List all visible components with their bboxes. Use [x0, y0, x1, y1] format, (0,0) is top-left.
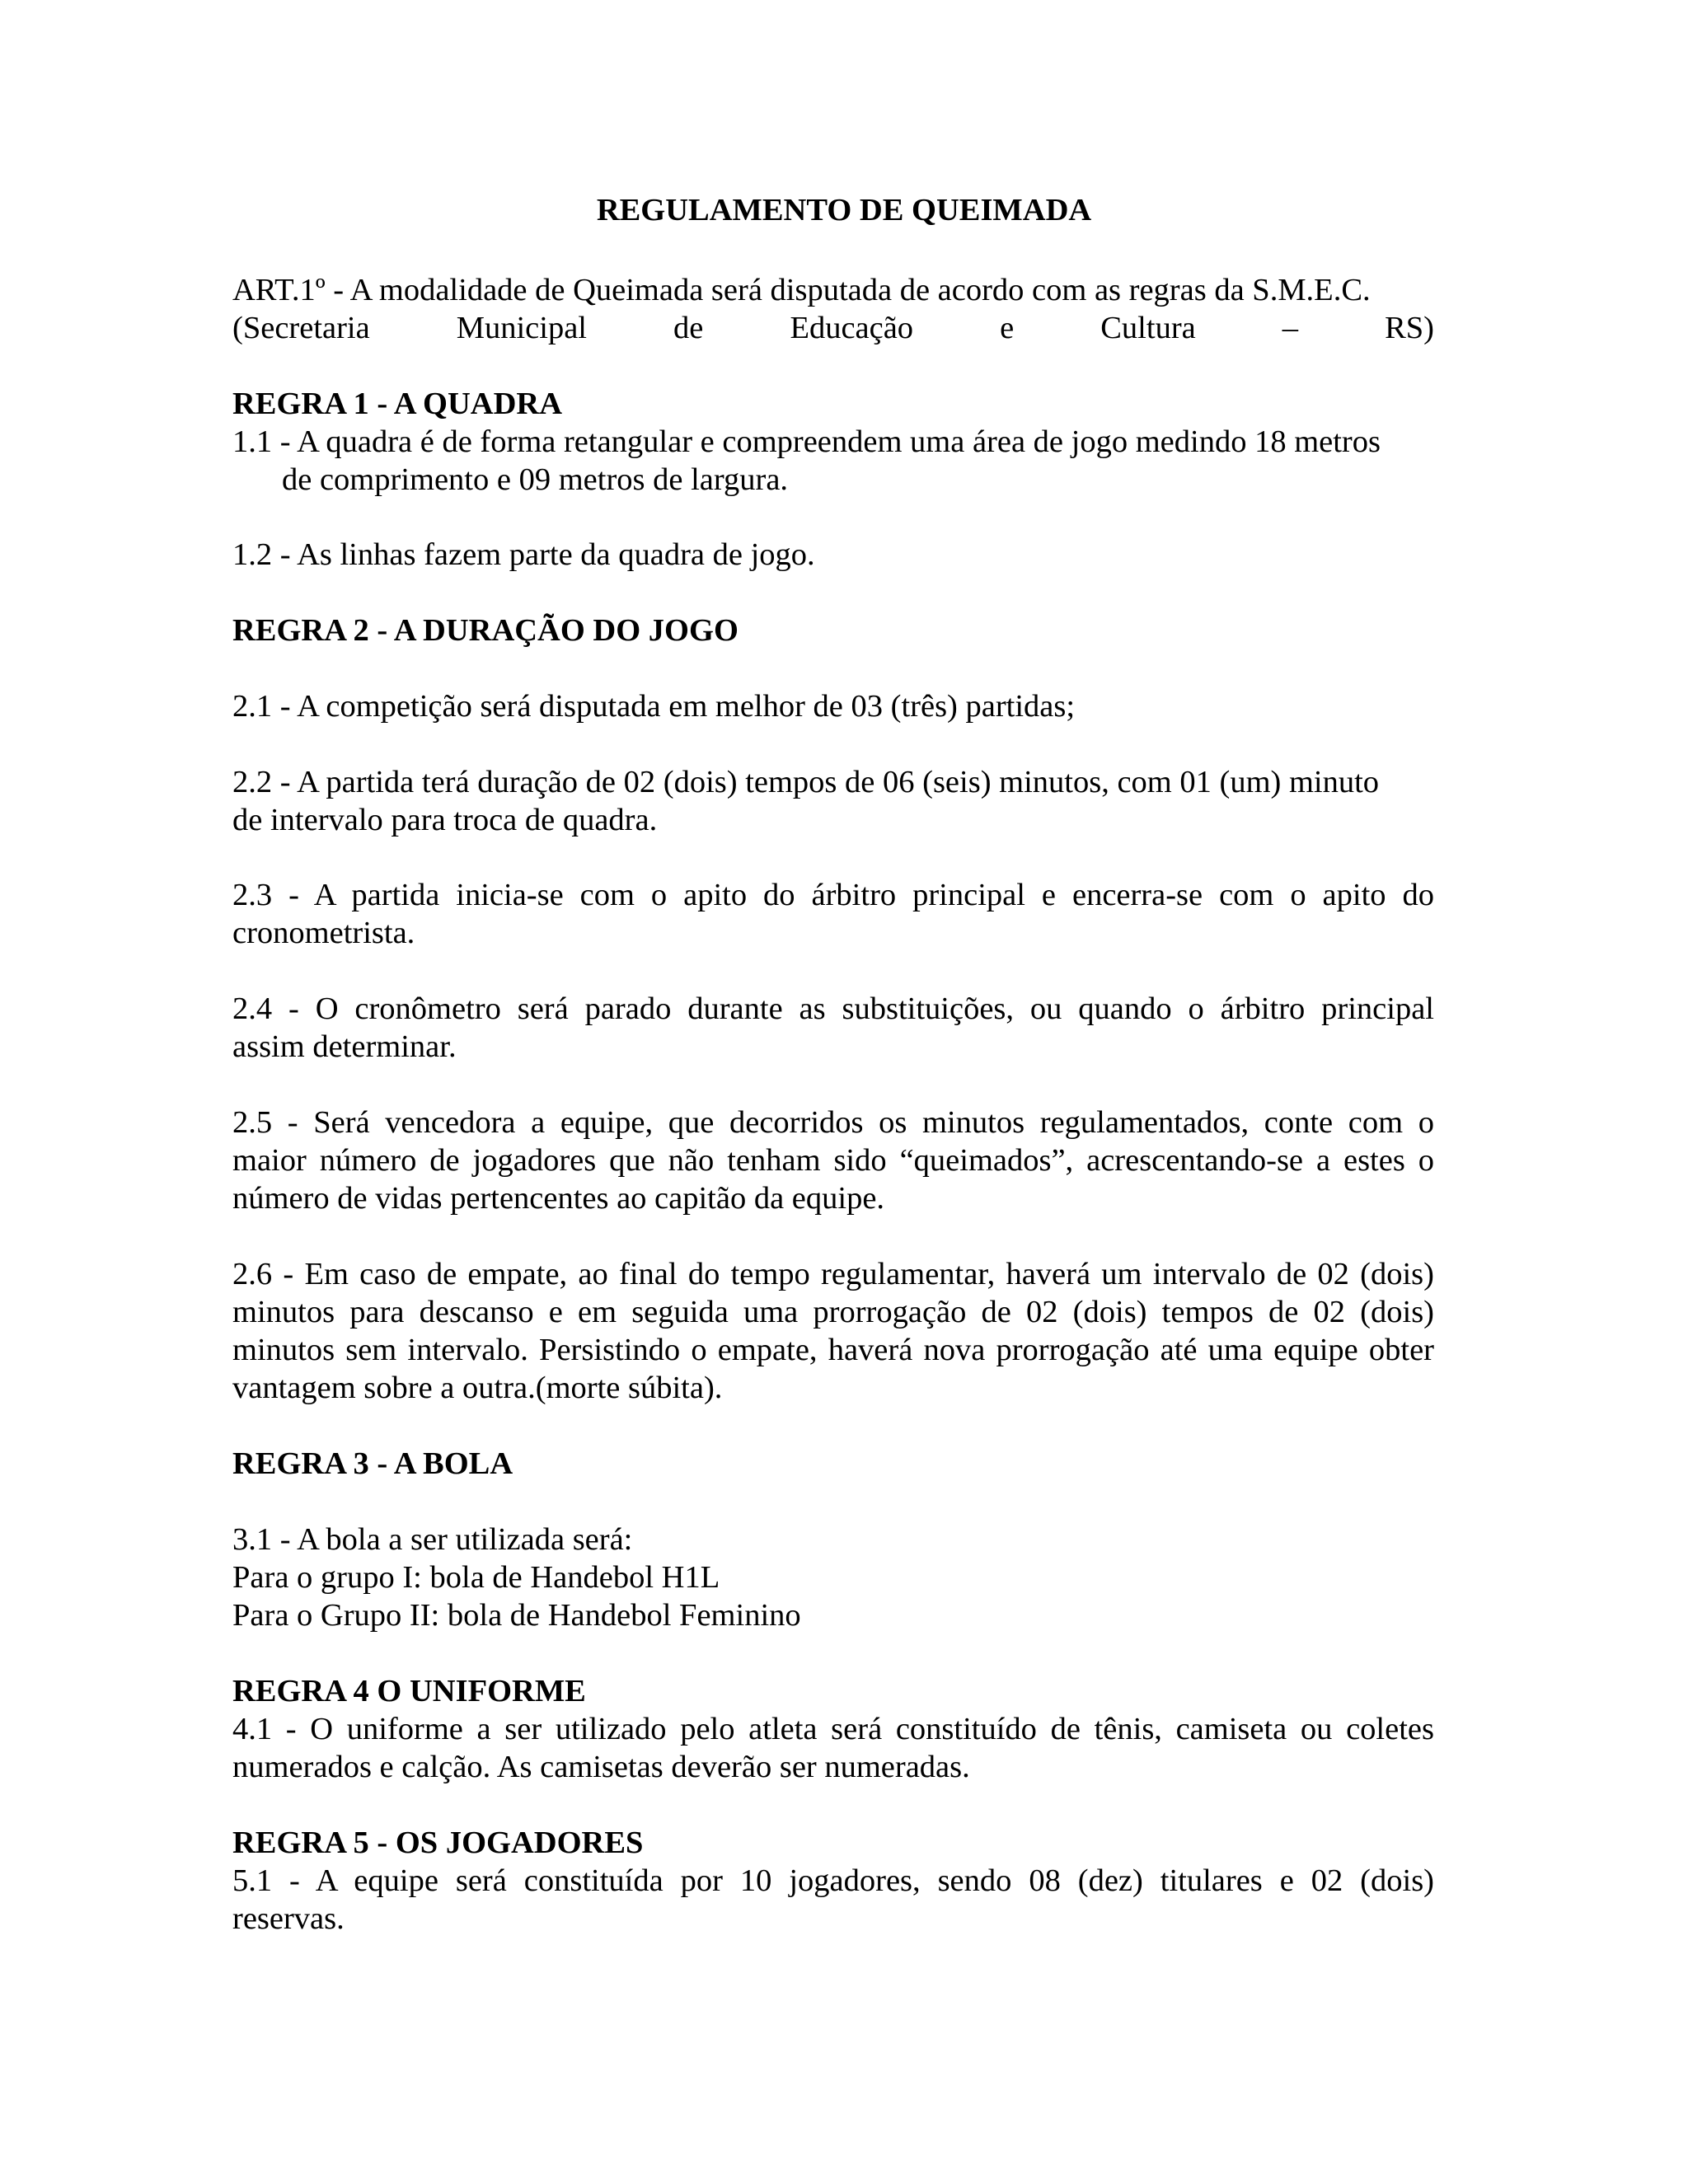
- document-title: REGULAMENTO DE QUEIMADA: [596, 193, 1092, 227]
- item-1-2: 1.2 - As linhas fazem parte da quadra de jogo.: [232, 537, 815, 572]
- item-2-6-line-2-wrap: [232, 1293, 1434, 1331]
- art1-line-2: (Secretaria Municipal de Educação e Cultura – RS): [232, 311, 1434, 345]
- regra4-heading: REGRA 4 O UNIFORME: [232, 1674, 586, 1708]
- item-2-5-line-1-wrap: [232, 1104, 1434, 1141]
- art1-paragraph: [232, 271, 1434, 309]
- item-2-5-line-2: maior número de jogadores que não tenham sido “queimados”, acrescentando-se a estes o: [232, 1143, 1434, 1178]
- regra3-heading: REGRA 3 - A BOLA: [232, 1446, 513, 1481]
- item-4-1-line-1: 4.1 - O uniforme a ser utilizado pelo atleta será constituído de tênis, camiseta ou coletes: [232, 1712, 1434, 1746]
- item-1-1-line-2: de comprimento e 09 metros de largura.: [282, 462, 789, 497]
- art1-line-1: ART.1º - A modalidade de Queimada será disputada de acordo com as regras da S.M.E.C.: [232, 273, 1371, 307]
- item-2-2-line-1: 2.2 - A partida terá duração de 02 (dois) tempos de 06 (seis) minutos, com 01 (um) minuto: [232, 765, 1380, 799]
- item-2-5-line-3: número de vidas pertencentes ao capitão da equipe.: [232, 1181, 885, 1216]
- item-2-4-line-1: 2.4 - O cronômetro será parado durante as substituições, ou quando o árbitro principal: [232, 991, 1434, 1026]
- item-2-3-line-1-wrap: [232, 876, 1434, 914]
- grupo-1: Para o grupo I: bola de Handebol H1L: [232, 1560, 720, 1595]
- item-2-6-line-3: minutos sem intervalo. Persistindo o empate, haverá nova prorrogação até uma equipe obter: [232, 1333, 1434, 1367]
- item-1-1-line-1: 1.1 - A quadra é de forma retangular e compreendem uma área de jogo medindo 18 metros: [232, 424, 1381, 459]
- item-2-6-line-3-wrap: [232, 1331, 1434, 1369]
- item-2-5-line-1: 2.5 - Será vencedora a equipe, que decorridos os minutos regulamentados, conte com o: [232, 1105, 1434, 1140]
- item-2-2-line-2: de intervalo para troca de quadra.: [232, 803, 658, 837]
- item-2-4-line-1-wrap: [232, 990, 1434, 1028]
- item-2-6-line-1: 2.6 - Em caso de empate, ao final do tempo regulamentar, haverá um intervalo de 02 (dois): [232, 1257, 1434, 1291]
- regra5-heading: REGRA 5 - OS JOGADORES: [232, 1825, 644, 1860]
- art1-line-2-wrap: [232, 309, 1434, 347]
- item-2-4-line-2: assim determinar.: [232, 1029, 457, 1064]
- item-4-1-line-1-wrap: [232, 1710, 1434, 1748]
- item-2-2: [232, 763, 1434, 839]
- item-2-1: 2.1 - A competição será disputada em melhor de 03 (três) partidas;: [232, 689, 1076, 724]
- regra1-heading: REGRA 1 - A QUADRA: [232, 387, 563, 421]
- item-5-1-line-1-wrap: [232, 1862, 1434, 1900]
- grupo-2: Para o Grupo II: bola de Handebol Feminino: [232, 1598, 801, 1633]
- item-2-5-line-2-wrap: [232, 1141, 1434, 1179]
- item-3-1: 3.1 - A bola a ser utilizada será:: [232, 1522, 633, 1557]
- item-1-1: [232, 423, 1434, 499]
- item-2-6-line-4: vantagem sobre a outra.(morte súbita).: [232, 1371, 723, 1405]
- item-4-1-line-2: numerados e calção. As camisetas deverão ser numeradas.: [232, 1750, 970, 1784]
- item-2-6-line-2: minutos para descanso e em seguida uma prorrogação de 02 (dois) tempos de 02 (dois): [232, 1295, 1434, 1329]
- item-5-1-line-1: 5.1 - A equipe será constituída por 10 jogadores, sendo 08 (dez) titulares e 02 (dois): [232, 1863, 1434, 1898]
- item-5-1-line-2: reservas.: [232, 1901, 345, 1936]
- item-2-6-line-1-wrap: [232, 1255, 1434, 1293]
- item-2-3-line-1: 2.3 - A partida inicia-se com o apito do árbitro principal e encerra-se com o apito do: [232, 878, 1434, 912]
- regra2-heading: REGRA 2 - A DURAÇÃO DO JOGO: [232, 613, 738, 648]
- item-2-3-line-2: cronometrista.: [232, 916, 415, 950]
